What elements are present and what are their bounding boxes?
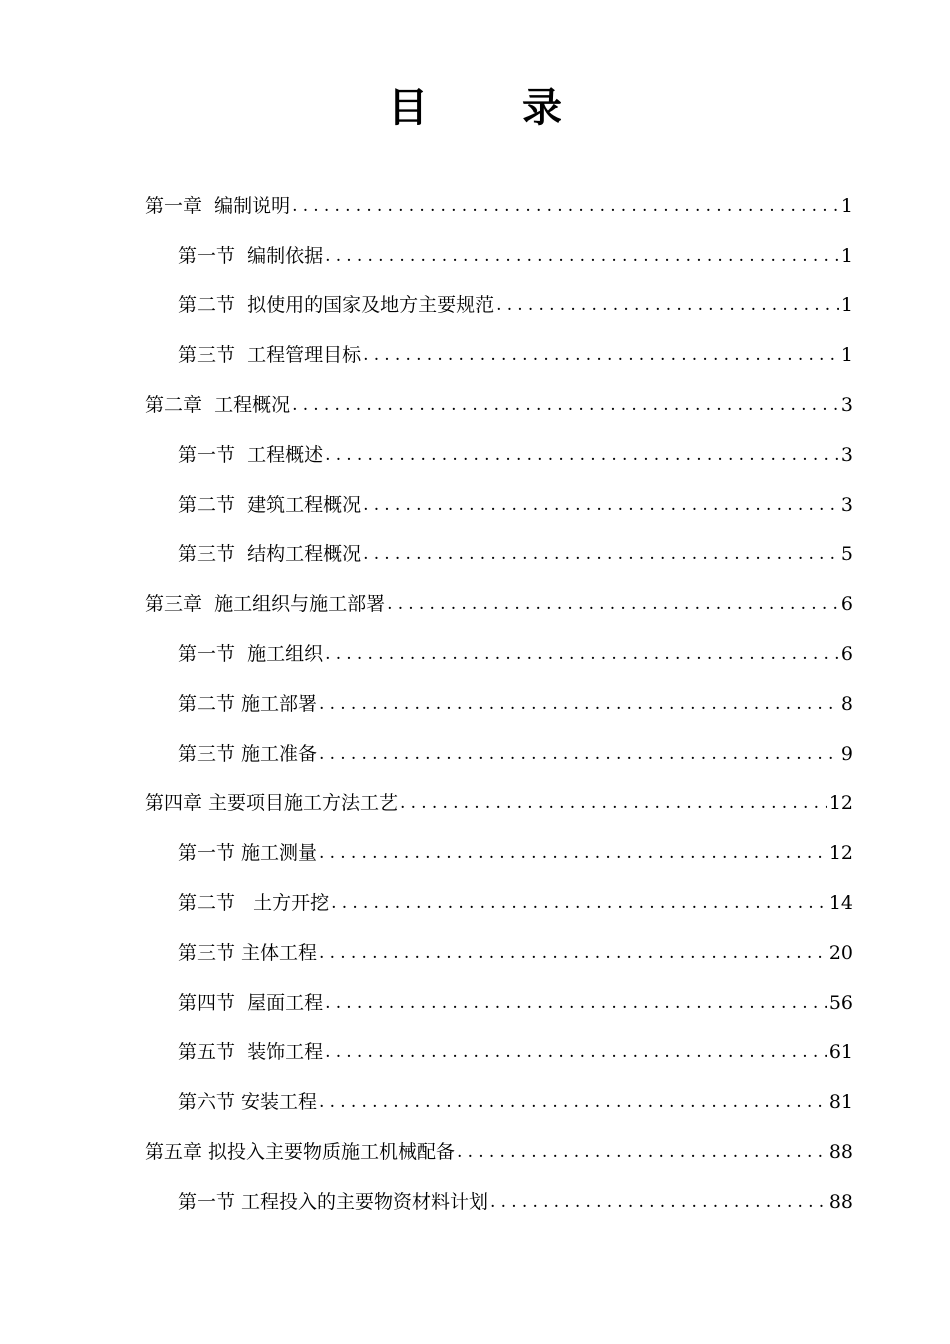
toc-entry[interactable]	[0, 1077, 950, 1127]
toc-entry-page: 9	[840, 742, 853, 765]
toc-entry-page: 1	[840, 244, 853, 267]
toc-entry[interactable]	[0, 281, 950, 331]
toc-entry[interactable]	[0, 779, 950, 829]
toc-entry-label: 第三节 主体工程	[178, 941, 318, 964]
toc-dot-leader	[363, 342, 839, 368]
toc-entry-label: 第五节 装饰工程	[178, 1041, 324, 1064]
toc-entry-label: 第五章 拟投入主要物质施工机械配备	[145, 1141, 456, 1164]
toc-dot-leader	[331, 890, 827, 916]
toc-entry-label: 第一节 工程概述	[178, 443, 324, 466]
toc-dot-leader	[292, 193, 839, 219]
toc-entry-page: 3	[840, 394, 853, 417]
toc-entry-page: 6	[840, 593, 853, 616]
toc-entry[interactable]	[0, 330, 950, 380]
toc-entry[interactable]	[0, 629, 950, 679]
toc-entry[interactable]	[0, 978, 950, 1028]
toc-entry-page: 1	[840, 294, 853, 317]
toc-entry-page: 56	[828, 991, 853, 1014]
toc-dot-leader	[363, 541, 839, 567]
toc-entry[interactable]	[0, 828, 950, 878]
toc-dot-leader	[319, 1089, 827, 1115]
toc-entry-page: 88	[828, 1141, 853, 1164]
toc-entry-page: 8	[840, 692, 853, 715]
toc-entry-label: 第二章 工程概况	[145, 394, 291, 417]
toc-dot-leader	[319, 940, 827, 966]
toc-entry-page: 12	[828, 842, 853, 865]
toc-entry[interactable]	[0, 679, 950, 729]
toc-entry-page: 12	[828, 792, 853, 815]
toc-entry-page: 88	[828, 1190, 853, 1213]
toc-dot-leader	[325, 990, 827, 1016]
toc-entry-label: 第二节 施工部署	[178, 692, 318, 715]
table-of-contents	[0, 181, 950, 1227]
toc-entry-page: 61	[828, 1041, 853, 1064]
toc-dot-leader	[363, 492, 839, 518]
toc-dot-leader	[325, 243, 839, 269]
toc-entry-page: 6	[840, 643, 853, 666]
toc-entry[interactable]	[0, 1127, 950, 1177]
toc-entry-page: 3	[840, 493, 853, 516]
toc-dot-leader	[319, 691, 839, 717]
toc-entry[interactable]	[0, 380, 950, 430]
toc-dot-leader	[319, 741, 839, 767]
toc-entry-page: 81	[828, 1091, 853, 1114]
toc-entry[interactable]	[0, 1028, 950, 1078]
toc-dot-leader	[319, 840, 827, 866]
toc-dot-leader	[496, 292, 839, 318]
toc-entry[interactable]	[0, 878, 950, 928]
toc-entry-label: 第三节 结构工程概况	[178, 543, 362, 566]
toc-entry-label: 第二节 拟使用的国家及地方主要规范	[178, 294, 495, 317]
toc-entry-page: 1	[840, 344, 853, 367]
toc-entry[interactable]	[0, 928, 950, 978]
toc-dot-leader	[325, 641, 839, 667]
toc-entry[interactable]	[0, 430, 950, 480]
toc-entry-page: 14	[828, 892, 853, 915]
toc-entry-page: 5	[840, 543, 853, 566]
toc-entry-page: 20	[828, 941, 853, 964]
toc-entry[interactable]	[0, 231, 950, 281]
toc-dot-leader	[387, 591, 839, 617]
toc-entry[interactable]	[0, 1177, 950, 1227]
toc-entry-page: 1	[840, 194, 853, 217]
toc-entry-label: 第一节 施工测量	[178, 842, 318, 865]
toc-entry[interactable]	[0, 579, 950, 629]
toc-entry-label: 第一节 施工组织	[178, 643, 324, 666]
toc-entry[interactable]	[0, 729, 950, 779]
toc-dot-leader	[325, 1039, 827, 1065]
toc-dot-leader	[490, 1189, 827, 1215]
toc-entry-label: 第三节 施工准备	[178, 742, 318, 765]
toc-entry-label: 第一章 编制说明	[145, 194, 291, 217]
toc-dot-leader	[457, 1139, 827, 1165]
toc-entry-label: 第三节 工程管理目标	[178, 344, 362, 367]
toc-entry-label: 第四节 屋面工程	[178, 991, 324, 1014]
toc-dot-leader	[400, 790, 827, 816]
toc-entry[interactable]	[0, 181, 950, 231]
toc-entry-page: 3	[840, 443, 853, 466]
toc-entry-label: 第四章 主要项目施工方法工艺	[145, 792, 399, 815]
toc-entry-label: 第三章 施工组织与施工部署	[145, 593, 386, 616]
toc-entry-label: 第二节 土方开挖	[178, 892, 330, 915]
toc-entry-label: 第一节 编制依据	[178, 244, 324, 267]
toc-entry-label: 第二节 建筑工程概况	[178, 493, 362, 516]
toc-entry-label: 第六节 安装工程	[178, 1091, 318, 1114]
toc-dot-leader	[325, 442, 839, 468]
page-title: 目 录	[388, 84, 602, 131]
toc-dot-leader	[292, 392, 839, 418]
toc-entry[interactable]	[0, 480, 950, 530]
toc-entry-label: 第一节 工程投入的主要物资材料计划	[178, 1190, 489, 1213]
toc-entry[interactable]	[0, 530, 950, 580]
